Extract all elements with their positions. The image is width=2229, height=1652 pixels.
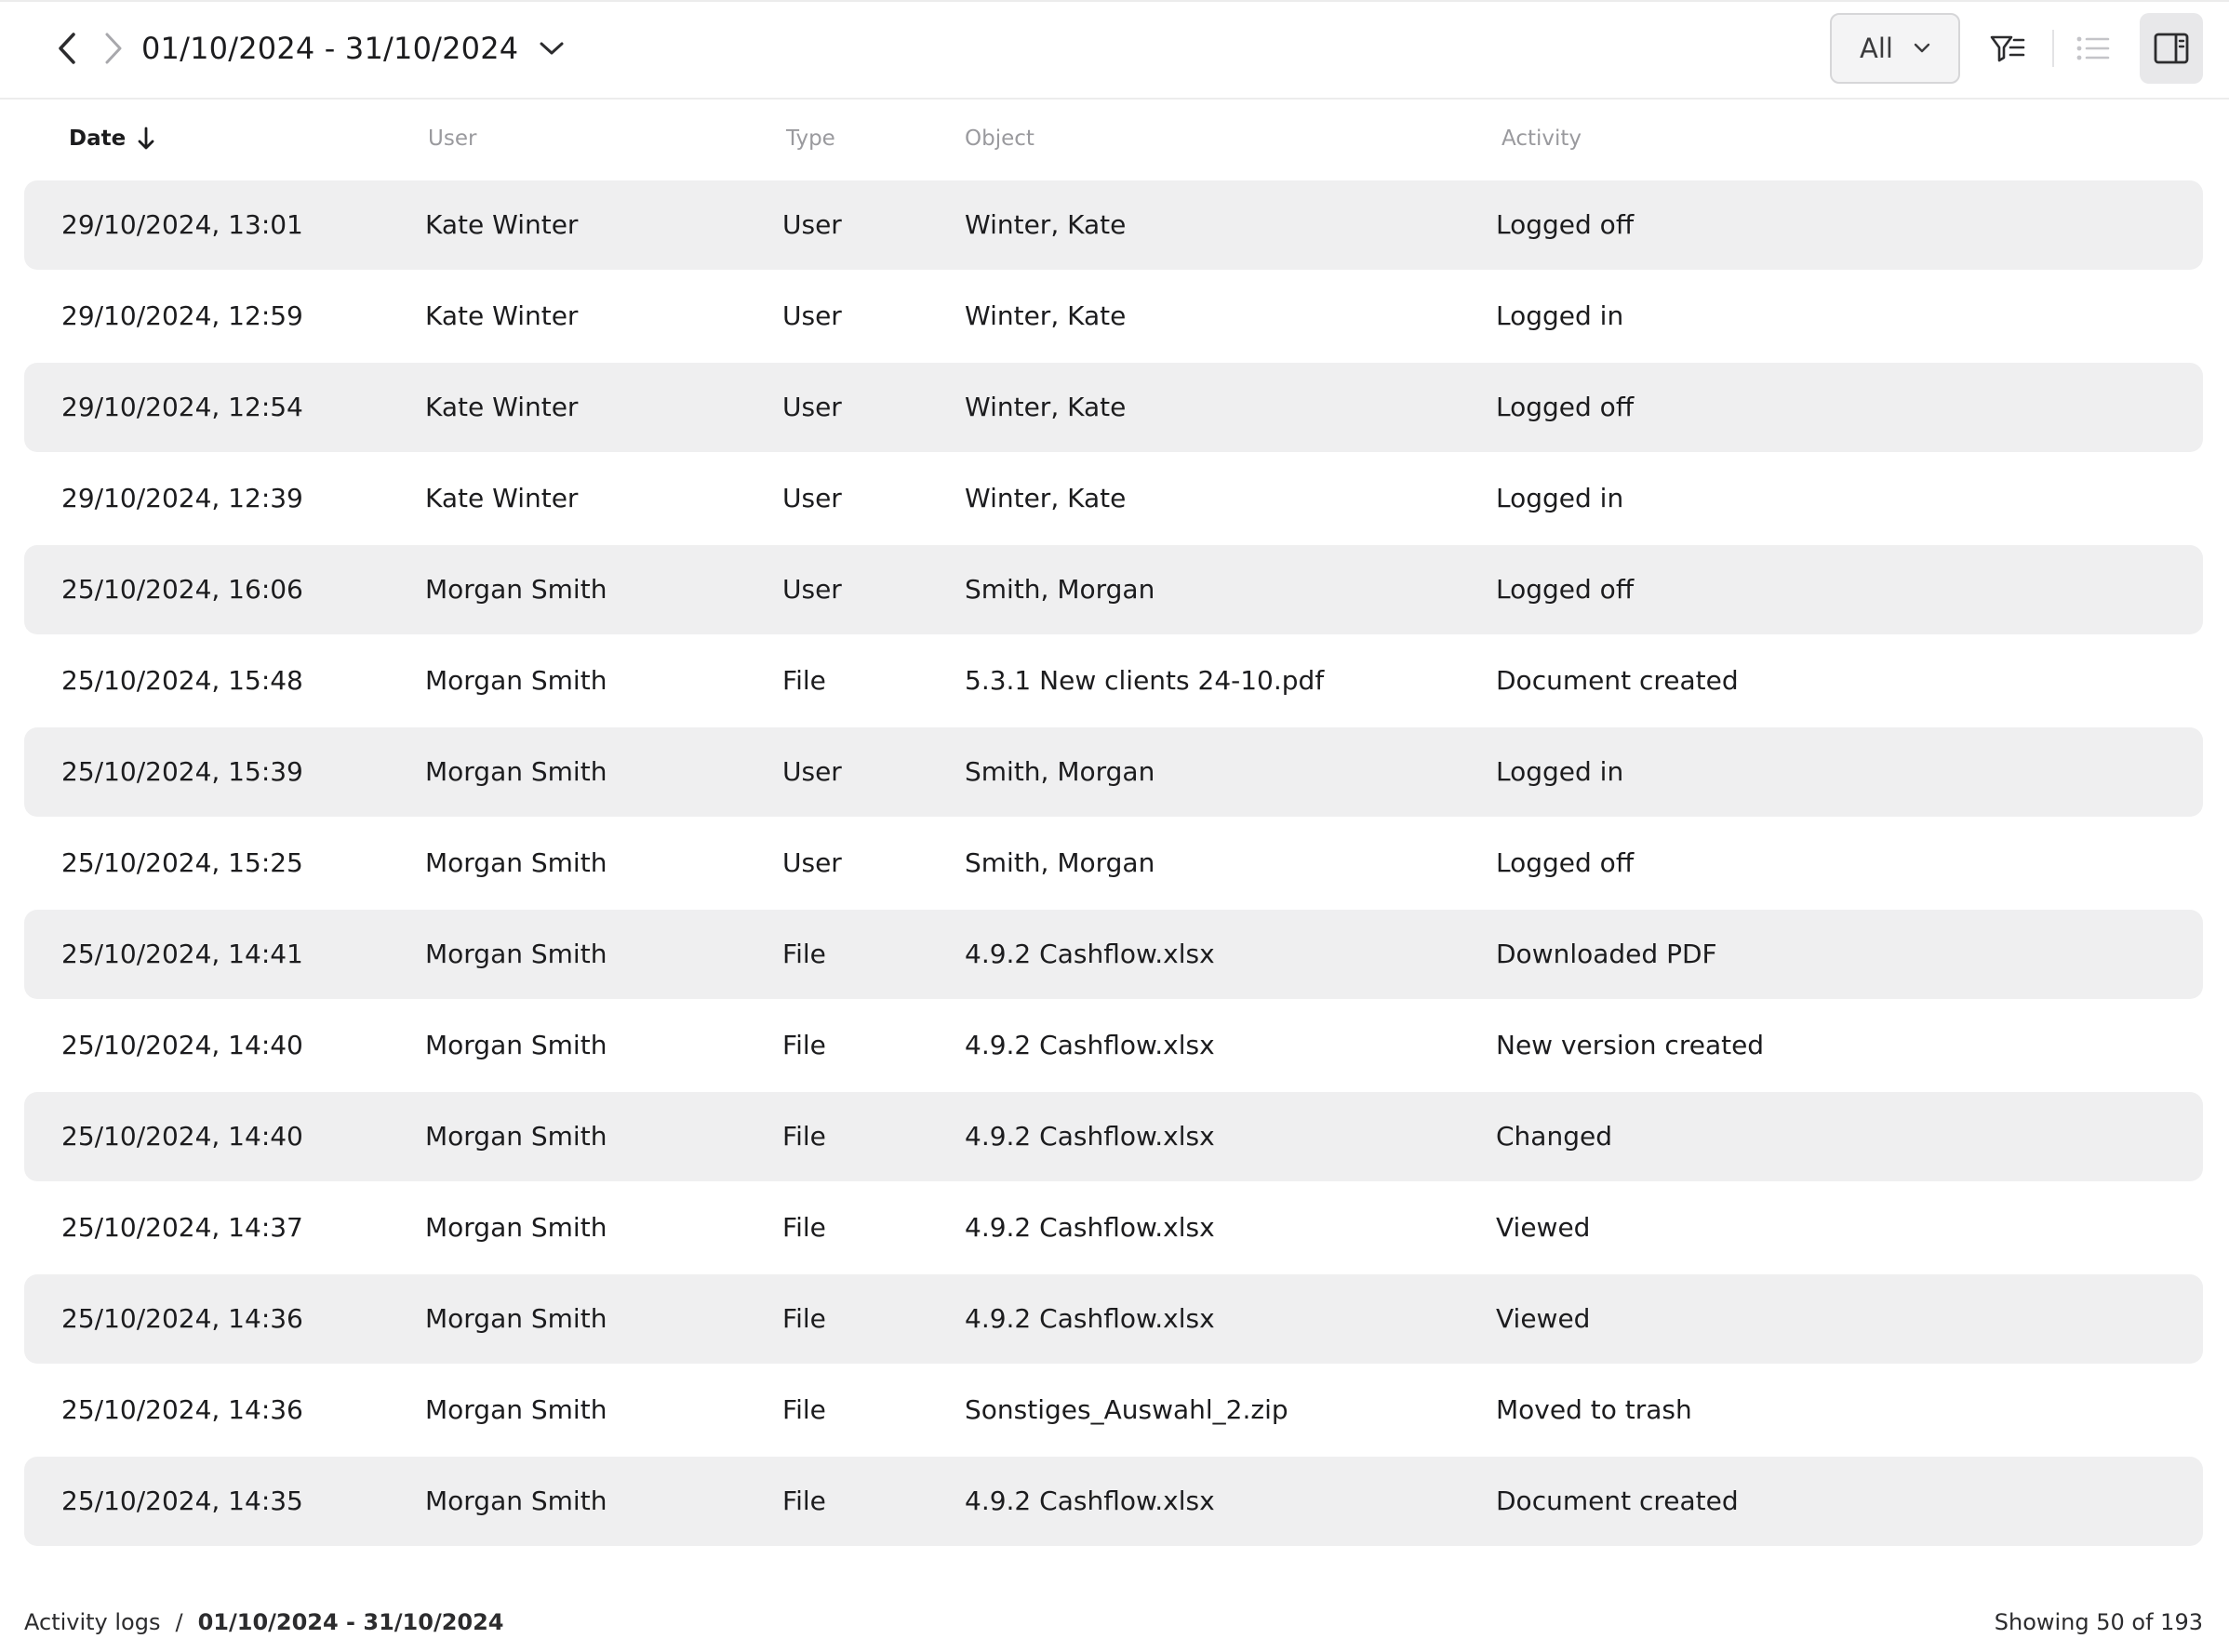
- arrow-down-icon: [137, 127, 155, 151]
- cell-activity: Document created: [1496, 665, 1739, 696]
- cell-activity: Viewed: [1496, 1303, 1591, 1334]
- cell-user: Kate Winter: [425, 300, 579, 331]
- table-row[interactable]: [24, 363, 2203, 452]
- cell-date: 25/10/2024, 14:35: [61, 1485, 303, 1516]
- cell-object: 4.9.2 Cashflow.xlsx: [965, 1303, 1215, 1334]
- type-filter-value: All: [1860, 33, 1893, 64]
- type-filter-select[interactable]: [1830, 13, 1960, 84]
- date-range-picker[interactable]: [141, 24, 565, 73]
- cell-type: User: [782, 209, 842, 240]
- column-header-object[interactable]: Object: [965, 127, 1034, 151]
- cell-object: Smith, Morgan: [965, 574, 1155, 605]
- cell-type: File: [782, 939, 826, 969]
- cell-activity: Document created: [1496, 1485, 1739, 1516]
- cell-activity: Logged off: [1496, 209, 1635, 240]
- table-row[interactable]: [24, 819, 2203, 908]
- table-row[interactable]: [24, 1457, 2203, 1546]
- table-row[interactable]: [24, 636, 2203, 726]
- cell-user: Kate Winter: [425, 483, 579, 513]
- chevron-down-icon: [1914, 43, 1930, 54]
- cell-user: Morgan Smith: [425, 939, 607, 969]
- cell-type: User: [782, 574, 842, 605]
- column-header-date[interactable]: [69, 127, 155, 151]
- status-bar: [24, 1609, 2203, 1639]
- table-row[interactable]: [24, 1183, 2203, 1272]
- previous-period-button[interactable]: [47, 26, 87, 71]
- cell-type: User: [782, 756, 842, 787]
- table-row[interactable]: [24, 910, 2203, 999]
- cell-date: 25/10/2024, 14:36: [61, 1303, 303, 1334]
- cell-date: 25/10/2024, 15:25: [61, 847, 303, 878]
- cell-activity: New version created: [1496, 1030, 1765, 1060]
- cell-type: User: [782, 392, 842, 422]
- toolbar-divider: [2052, 30, 2054, 67]
- cell-activity: Logged off: [1496, 574, 1635, 605]
- cell-object: Smith, Morgan: [965, 756, 1155, 787]
- cell-user: Morgan Smith: [425, 847, 607, 878]
- cell-date: 25/10/2024, 14:37: [61, 1212, 303, 1243]
- cell-user: Morgan Smith: [425, 1030, 607, 1060]
- cell-date: 25/10/2024, 14:41: [61, 939, 303, 969]
- cell-object: Sonstiges_Auswahl_2.zip: [965, 1394, 1288, 1425]
- cell-type: File: [782, 1303, 826, 1334]
- table-row[interactable]: [24, 1366, 2203, 1455]
- activity-log-table: [24, 180, 2203, 1548]
- cell-activity: Logged off: [1496, 392, 1635, 422]
- list-view-icon: [2075, 33, 2112, 63]
- cell-object: Winter, Kate: [965, 300, 1127, 331]
- filter-list-icon: [1989, 33, 2026, 63]
- cell-object: Winter, Kate: [965, 392, 1127, 422]
- cell-date: 29/10/2024, 13:01: [61, 209, 303, 240]
- next-period-button[interactable]: [93, 26, 134, 71]
- cell-object: 4.9.2 Cashflow.xlsx: [965, 1212, 1215, 1243]
- filter-button[interactable]: [1976, 13, 2039, 84]
- cell-user: Kate Winter: [425, 209, 579, 240]
- cell-user: Morgan Smith: [425, 1121, 607, 1152]
- cell-object: 4.9.2 Cashflow.xlsx: [965, 1485, 1215, 1516]
- breadcrumb-separator: /: [175, 1609, 183, 1635]
- cell-type: File: [782, 665, 826, 696]
- cell-activity: Logged off: [1496, 847, 1635, 878]
- cell-date: 25/10/2024, 14:36: [61, 1394, 303, 1425]
- cell-user: Morgan Smith: [425, 756, 607, 787]
- cell-type: File: [782, 1485, 826, 1516]
- cell-object: Winter, Kate: [965, 209, 1127, 240]
- column-header-user[interactable]: User: [428, 127, 477, 151]
- breadcrumb-activity-logs[interactable]: Activity logs: [24, 1609, 161, 1635]
- cell-object: 4.9.2 Cashflow.xlsx: [965, 939, 1215, 969]
- toolbar: [0, 0, 2229, 100]
- breadcrumb: [24, 1609, 504, 1635]
- cell-activity: Logged in: [1496, 300, 1624, 331]
- chevron-left-icon: [56, 32, 78, 65]
- table-row[interactable]: [24, 180, 2203, 270]
- date-range-label: 01/10/2024 - 31/10/2024: [141, 31, 519, 66]
- table-row[interactable]: [24, 1274, 2203, 1364]
- column-header-date-label: Date: [69, 127, 127, 151]
- cell-date: 25/10/2024, 14:40: [61, 1030, 303, 1060]
- column-header-activity[interactable]: Activity: [1502, 127, 1582, 151]
- cell-object: Winter, Kate: [965, 483, 1127, 513]
- cell-object: 4.9.2 Cashflow.xlsx: [965, 1121, 1215, 1152]
- table-row[interactable]: [24, 545, 2203, 634]
- cell-activity: Viewed: [1496, 1212, 1591, 1243]
- cell-activity: Logged in: [1496, 483, 1624, 513]
- table-row[interactable]: [24, 454, 2203, 543]
- cell-type: File: [782, 1212, 826, 1243]
- cell-user: Kate Winter: [425, 392, 579, 422]
- cell-type: User: [782, 847, 842, 878]
- cell-user: Morgan Smith: [425, 665, 607, 696]
- cell-activity: Changed: [1496, 1121, 1612, 1152]
- cell-type: File: [782, 1121, 826, 1152]
- cell-object: Smith, Morgan: [965, 847, 1155, 878]
- cell-type: User: [782, 483, 842, 513]
- cell-object: 5.3.1 New clients 24-10.pdf: [965, 665, 1325, 696]
- table-row[interactable]: [24, 272, 2203, 361]
- cell-activity: Downloaded PDF: [1496, 939, 1717, 969]
- cell-date: 29/10/2024, 12:39: [61, 483, 303, 513]
- table-header: [0, 100, 2229, 179]
- cell-date: 29/10/2024, 12:59: [61, 300, 303, 331]
- side-panel-icon: [2154, 33, 2189, 64]
- cell-type: File: [782, 1394, 826, 1425]
- cell-user: Morgan Smith: [425, 1212, 607, 1243]
- cell-user: Morgan Smith: [425, 1485, 607, 1516]
- cell-date: 29/10/2024, 12:54: [61, 392, 303, 422]
- table-row[interactable]: [24, 727, 2203, 817]
- table-row[interactable]: [24, 1001, 2203, 1090]
- column-header-type[interactable]: Type: [786, 127, 835, 151]
- cell-object: 4.9.2 Cashflow.xlsx: [965, 1030, 1215, 1060]
- breadcrumb-current: 01/10/2024 - 31/10/2024: [197, 1609, 504, 1635]
- cell-date: 25/10/2024, 15:39: [61, 756, 303, 787]
- result-count: Showing 50 of 193: [1994, 1609, 2203, 1635]
- cell-type: User: [782, 300, 842, 331]
- chevron-down-icon: [539, 40, 565, 57]
- cell-date: 25/10/2024, 16:06: [61, 574, 303, 605]
- cell-user: Morgan Smith: [425, 1394, 607, 1425]
- cell-date: 25/10/2024, 14:40: [61, 1121, 303, 1152]
- cell-user: Morgan Smith: [425, 574, 607, 605]
- cell-user: Morgan Smith: [425, 1303, 607, 1334]
- chevron-right-icon: [102, 32, 125, 65]
- cell-activity: Logged in: [1496, 756, 1624, 787]
- side-panel-toggle-button[interactable]: [2140, 13, 2203, 84]
- cell-activity: Moved to trash: [1496, 1394, 1692, 1425]
- table-row[interactable]: [24, 1092, 2203, 1181]
- cell-type: File: [782, 1030, 826, 1060]
- list-view-button[interactable]: [2062, 13, 2125, 84]
- cell-date: 25/10/2024, 15:48: [61, 665, 303, 696]
